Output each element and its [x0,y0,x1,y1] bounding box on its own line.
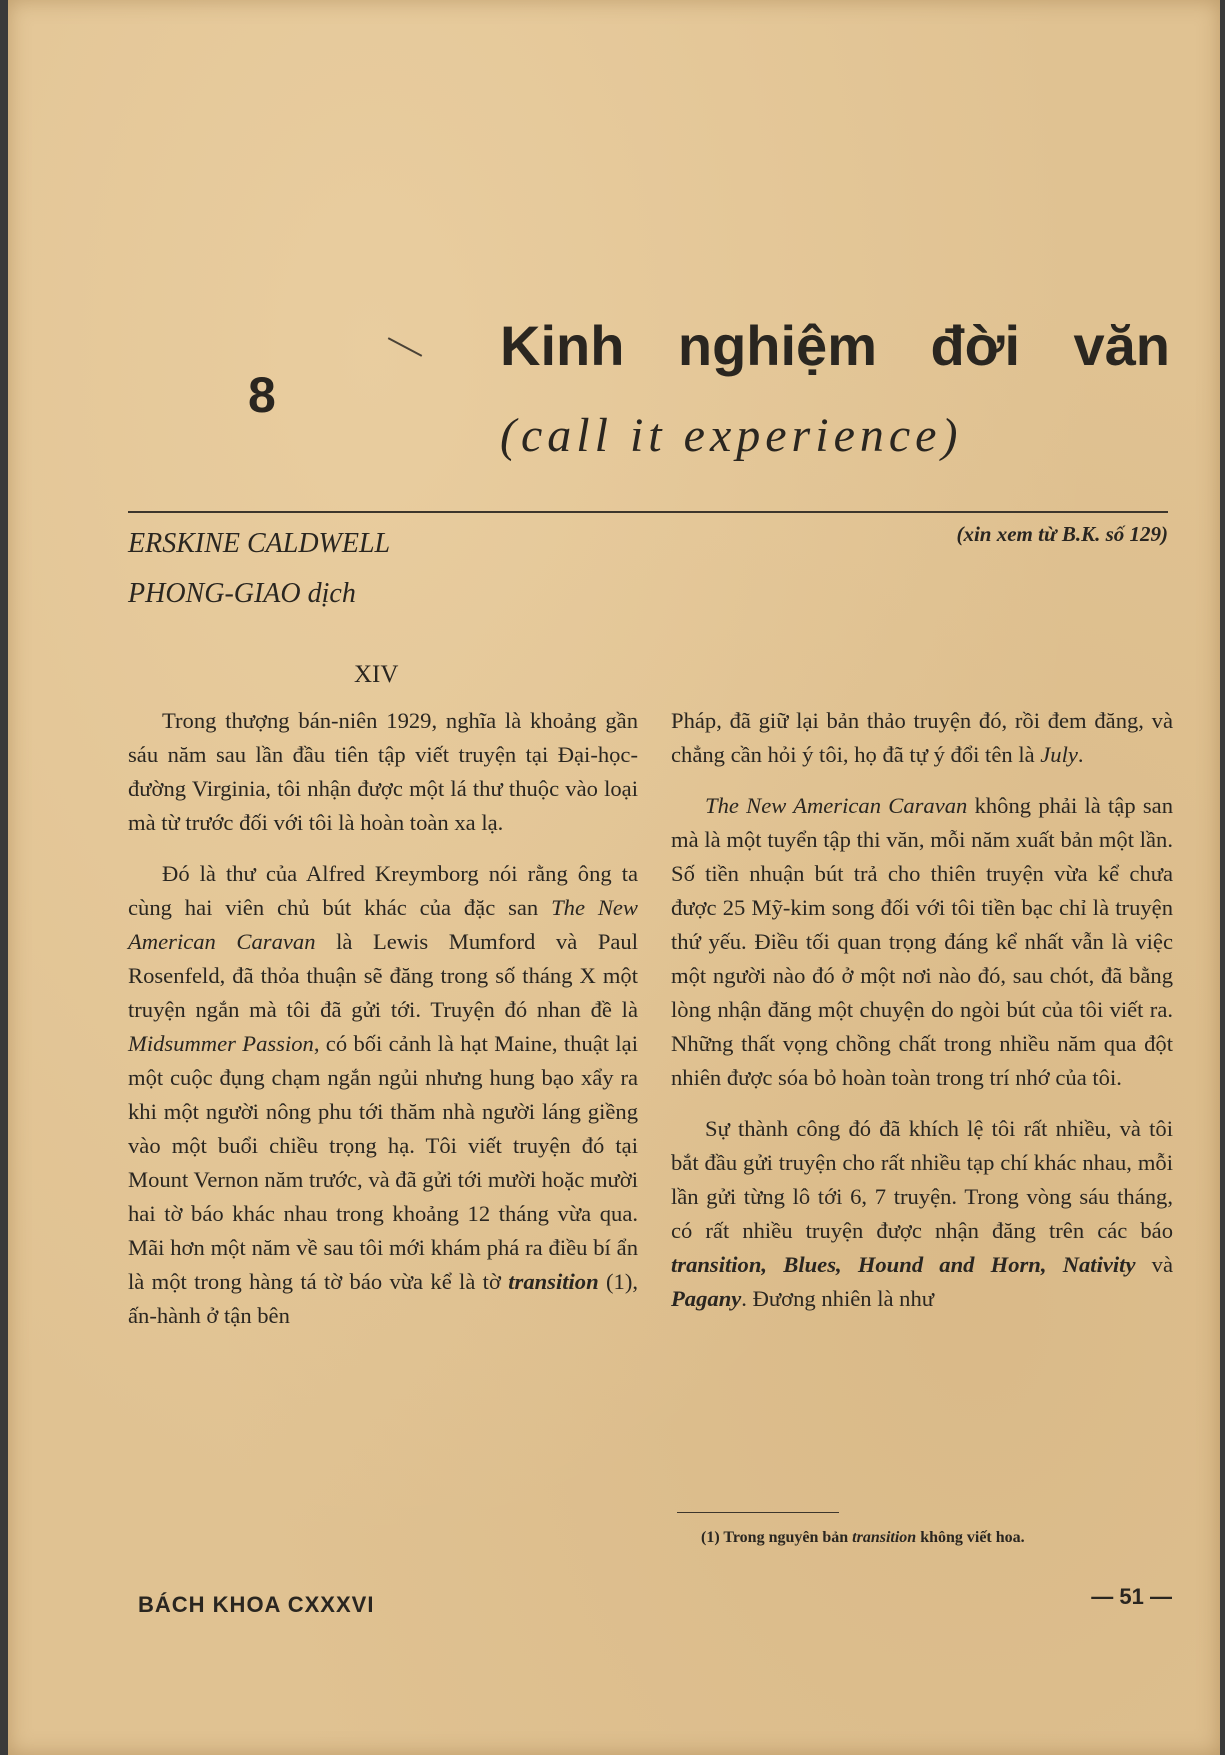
paragraph-text: Đó là thư của Alfred Kreymborg nói rằng ông ta cùng hai viên chủ bút khác của đặc san [128,861,638,920]
paragraph-text: Sự thành công đó đã khích lệ tôi rất nhiều, và tôi bắt đầu gửi truyện cho rất nhiều tạp chí khác nhau, mỗi lần gửi từng lô tới 6, 7 truyện. Trong vòng sáu tháng, có rất nhiều truyện được nhận đăng trên các báo [671,1116,1173,1243]
footnote-text: không viết hoa. [916,1529,1025,1546]
footnote [701,1530,1025,1546]
magazine-title: Pagany [671,1286,742,1311]
author-name: ERSKINE CALDWELL [128,528,391,559]
paragraph: Trong thượng bán-niên 1929, nghĩa là khoảng gần sáu năm sau lần đầu tiên tập viết truyện tại Đại-học-đường Virginia, tôi nhận được một lá thư thuộc vào loại mà từ trước đối với tôi là hoàn toàn xa lạ. [128,708,638,835]
translator-credit: PHONG-GIAO dịch [128,578,356,609]
article-subtitle: (call it experience) [500,409,963,462]
continued-from-note: (xin xem từ B.K. số 129) [956,522,1168,546]
paragraph-text: , có bối cảnh là hạt Maine, thuật lại một cuộc đụng chạm ngắn ngủi nhưng hung bạo xẩy ra khi một người nông phu tới thăm nhà người láng giềng vào một buổi chiều trọng hạ. Tôi viết truyện đó tại Mount Vernon năm trước, và đã gửi tới mười hoặc mười hai tờ báo khác nhau trong khoảng 12 tháng vừa qua. Mãi hơn một năm về sau tôi mới khám phá ra điều bí ẩn là một trong hàng tá tờ báo vừa kể là tờ [128,1031,638,1294]
magazine-title: The New American Caravan [705,793,968,818]
magazine-list: transition, Blues, Hound and Horn, Nativity [671,1252,1136,1277]
decorative-mark [388,337,422,357]
paragraph-text: Pháp, đã giữ lại bản thảo truyện đó, rồi đem đăng, và chẳng cần hỏi ý tôi, họ đã tự ý đổi tên là [671,708,1173,767]
article-title: Kinh nghiệm đời văn [500,314,1170,377]
header-divider [128,511,1168,513]
right-column [671,704,1173,1316]
magazine-title: transition [508,1269,599,1294]
magazine-page [8,0,1220,1755]
footnote-italic: transition [852,1529,917,1546]
paragraph [671,789,1173,1095]
story-title: July [1040,742,1078,767]
chapter-number: 8 [248,367,276,423]
footnote-divider [677,1512,839,1513]
paragraph [671,1112,1173,1316]
journal-issue: BÁCH KHOA CXXXVI [138,1592,375,1617]
paragraph-text: . [1077,742,1084,767]
paragraph-text: . Đương nhiên là như [741,1286,934,1311]
footnote-text: (1) Trong nguyên bản [701,1529,853,1546]
section-heading: XIV [354,661,399,688]
paragraph-text: và [1135,1252,1173,1277]
story-title: Midsummer Passion [128,1031,314,1056]
paragraph-text: không phải là tập san mà là một tuyển tập thi văn, mỗi năm xuất bản một lần. Số tiền nhuận bút trả cho thiên truyện vừa kể chưa được 25 Mỹ-kim song đối với tôi tiền bạc chỉ là truyện thứ yếu. Điều tối quan trọng đáng kể nhất vẫn là việc một người nào đó ở một nơi nào đó, sau chót, đã bằng lòng nhận đăng một chuyện do ngòi bút của tôi viết ra. Những thất vọng chồng chất trong nhiều năm qua đột nhiên được sóa bỏ hoàn toàn trong trí nhớ của tôi. [671,793,1173,1090]
page-number: — 51 — [1091,1584,1172,1609]
magazine-title: The New American Caravan [128,895,638,954]
paragraph [671,704,1173,772]
paragraph [128,857,638,1333]
paragraph-text: (1), ấn-hành ở tận bên [128,1269,638,1328]
paragraph-text: là Lewis Mumford và Paul Rosenfeld, đã thỏa thuận sẽ đăng trong số tháng X một truyện ngắn mà tôi đã gửi tới. Truyện đó nhan đề là [128,929,638,1022]
left-column [128,704,638,1333]
